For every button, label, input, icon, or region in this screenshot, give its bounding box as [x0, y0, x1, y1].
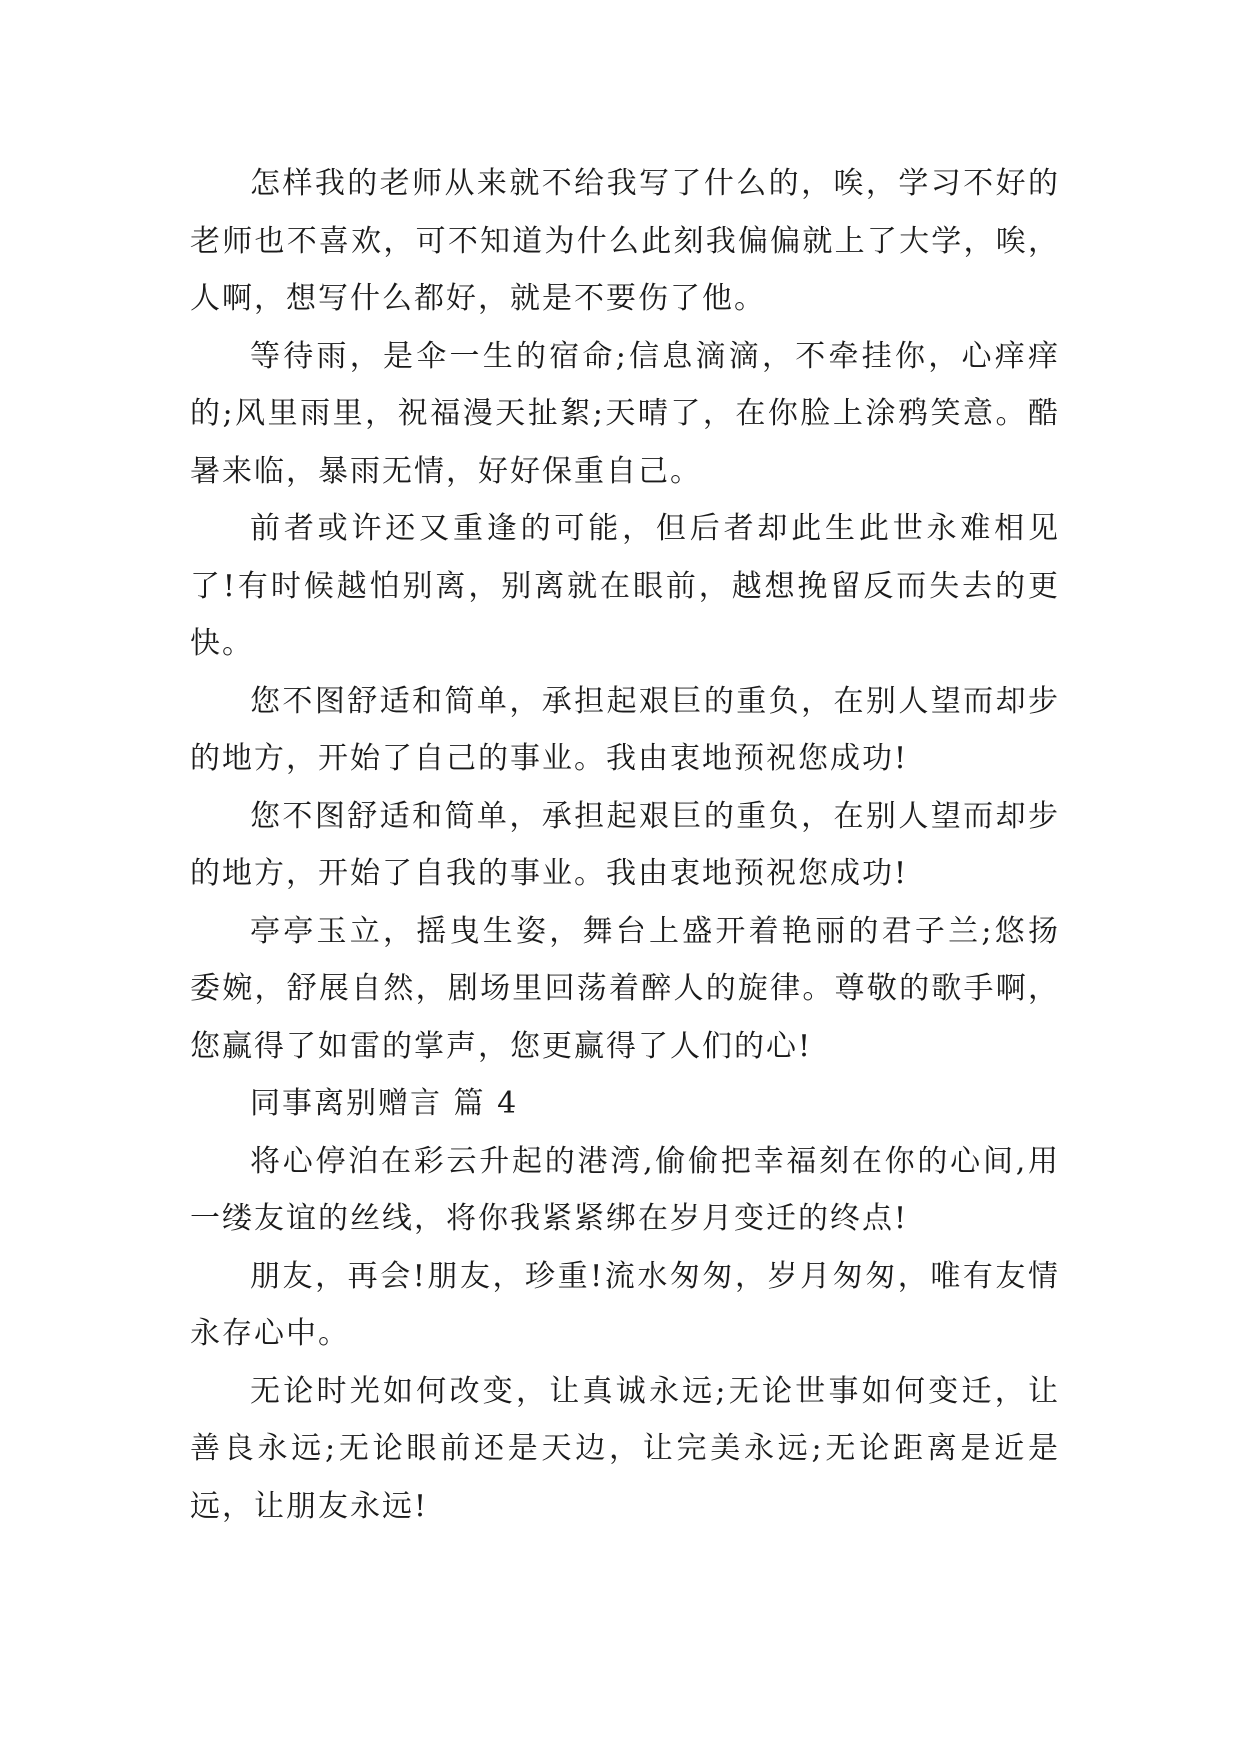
- paragraph: 前者或许还又重逢的可能，但后者却此生此世永难相见了!有时候越怕别离，别离就在眼前，越想挽留反而失去的更快。: [190, 511, 1060, 661]
- paragraph: 朋友，再会!朋友，珍重!流水匆匆，岁月匆匆，唯有友情永存心中。: [190, 1258, 1060, 1351]
- paragraph: 亭亭玉立，摇曳生姿，舞台上盛开着艳丽的君子兰;悠扬委婉，舒展自然，剧场里回荡着醉人的旋律。尊敬的歌手啊，您赢得了如雷的掌声，您更赢得了人们的心!: [190, 913, 1060, 1064]
- paragraph: 您不图舒适和简单，承担起艰巨的重负，在别人望而却步的地方，开始了自己的事业。我由衷地预祝您成功!: [190, 683, 1060, 776]
- paragraph: 您不图舒适和简单，承担起艰巨的重负，在别人望而却步的地方，开始了自我的事业。我由衷地预祝您成功!: [190, 798, 1060, 891]
- paragraph: 将心停泊在彩云升起的港湾,偷偷把幸福刻在你的心间,用一缕友谊的丝线，将你我紧紧绑在岁月变迁的终点!: [190, 1143, 1060, 1236]
- paragraph: 怎样我的老师从来就不给我写了什么的，唉，学习不好的老师也不喜欢，可不知道为什么此刻我偏偏就上了大学，唉，人啊，想写什么都好，就是不要伤了他。: [190, 166, 1060, 316]
- document-page: [190, 155, 1060, 1535]
- section-heading: 同事离别赠言 篇 4: [250, 1086, 519, 1121]
- paragraph: 等待雨，是伞一生的宿命;信息滴滴，不牵挂你，心痒痒的;风里雨里，祝福漫天扯絮;天晴了，在你脸上涂鸦笑意。酷暑来临，暴雨无情，好好保重自己。: [190, 338, 1060, 489]
- paragraph: 无论时光如何改变，让真诚永远;无论世事如何变迁，让善良永远;无论眼前还是天边，让完美永远;无论距离是近是远，让朋友永远!: [190, 1373, 1060, 1524]
